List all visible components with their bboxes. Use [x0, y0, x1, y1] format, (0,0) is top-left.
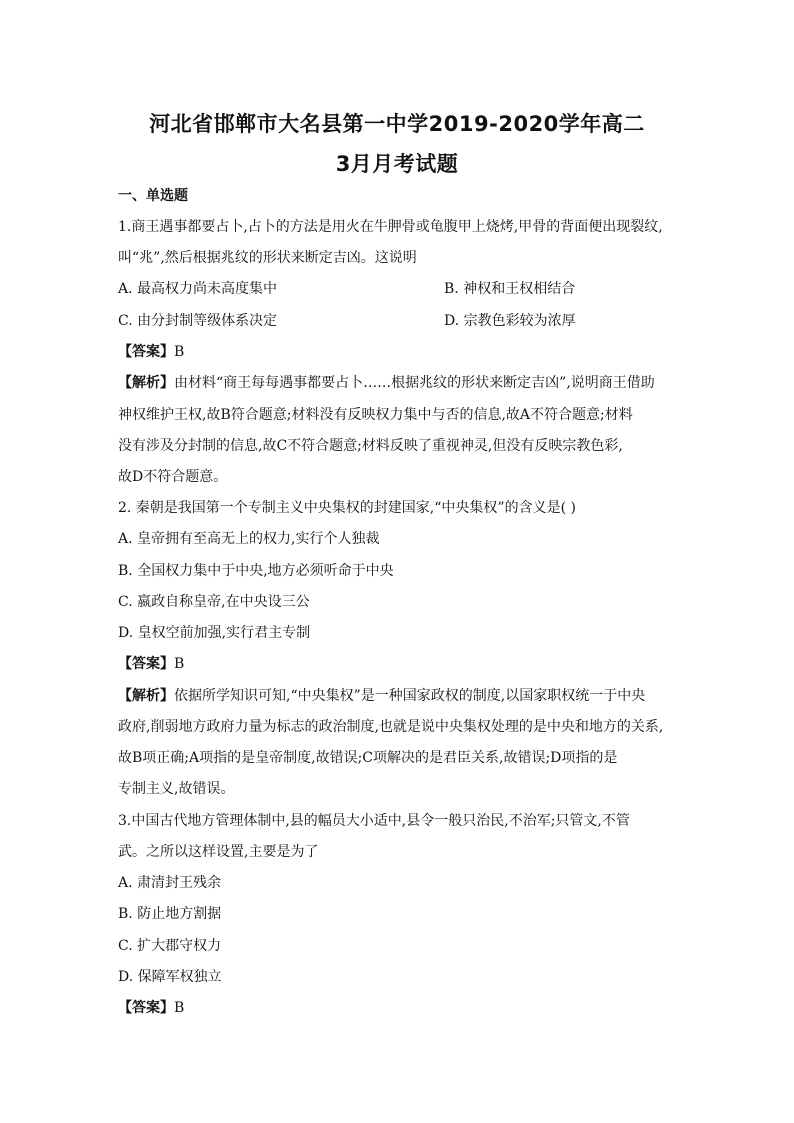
q3-option-b: B. 防止地方割据	[118, 906, 222, 922]
answer-tag: 【答案】	[118, 344, 174, 360]
q1-answer	[118, 342, 184, 362]
q3-option-d: D. 保障军权独立	[118, 969, 222, 985]
section-heading: 一、单选题	[118, 188, 188, 204]
q1-option-b: B. 神权和王权相结合	[444, 281, 576, 297]
q2-option-c: C. 嬴政自称皇帝,在中央设三公	[118, 594, 310, 610]
q2-option-d: D. 皇权空前加强,实行君主专制	[118, 625, 311, 641]
q3-stem-line-2: 武。之所以这样设置,主要是为了	[118, 844, 319, 860]
q3-stem-line-1: 3.中国古代地方管理体制中,县的幅员大小适中,县令一般只治民,不治军;只管文,不管	[118, 813, 630, 829]
q1-analysis-text-1: 由材料“商王每每遇事都要占卜……根据兆纹的形状来断定吉凶”,说明商王借助	[174, 375, 655, 391]
q1-analysis-line-2: 神权维护王权,故B符合题意;材料没有反映权力集中与否的信息,故A不符合题意;材料	[118, 407, 633, 423]
answer-tag: 【答案】	[118, 1000, 174, 1016]
q1-answer-value: B	[174, 344, 185, 360]
q3-answer-value: B	[174, 1000, 185, 1016]
q1-analysis-line-1	[118, 373, 655, 393]
document-title-line-1: 河北省邯郸市大名县第一中学2019-2020学年高二	[149, 112, 645, 136]
q2-option-b: B. 全国权力集中于中央,地方必须听命于中央	[118, 563, 394, 579]
q3-answer	[118, 998, 184, 1018]
answer-tag: 【答案】	[118, 656, 174, 672]
q1-option-c: C. 由分封制等级体系决定	[118, 313, 278, 329]
q1-option-d: D. 宗教色彩较为浓厚	[444, 313, 576, 329]
q3-option-a: A. 肃清封王残余	[118, 875, 222, 891]
q2-answer-value: B	[174, 656, 185, 672]
q3-option-c: C. 扩大郡守权力	[118, 938, 222, 954]
q2-stem-line-1: 2. 秦朝是我国第一个专制主义中央集权的封建国家,“中央集权”的含义是( )	[118, 500, 576, 516]
q2-analysis-line-4: 专制主义,故错误。	[118, 781, 235, 797]
q2-analysis-line-2: 政府,削弱地方政府力量为标志的政治制度,也就是说中央集权处理的是中央和地方的关系,	[118, 719, 664, 735]
q1-stem-line-2: 叫“兆”,然后根据兆纹的形状来断定吉凶。这说明	[118, 250, 417, 266]
q1-analysis-line-3: 没有涉及分封制的信息,故C不符合题意;材料反映了重视神灵,但没有反映宗教色彩,	[118, 438, 623, 454]
q2-answer	[118, 654, 184, 674]
analysis-tag: 【解析】	[118, 688, 174, 704]
q2-analysis-line-3: 故B项正确;A项指的是皇帝制度,故错误;C项解决的是君臣关系,故错误;D项指的是	[118, 750, 618, 766]
q2-option-a: A. 皇帝拥有至高无上的权力,实行个人独裁	[118, 531, 380, 547]
q1-option-a: A. 最高权力尚未高度集中	[118, 281, 278, 297]
document-title-line-2: 3月月考试题	[335, 152, 459, 176]
analysis-tag: 【解析】	[118, 375, 174, 391]
q2-analysis-line-1	[118, 686, 645, 706]
q1-stem-line-1: 1.商王遇事都要占卜,占卜的方法是用火在牛胛骨或龟腹甲上烧烤,甲骨的背面便出现裂纹,	[118, 219, 663, 235]
q2-analysis-text-1: 依据所学知识可知,“中央集权”是一种国家政权的制度,以国家职权统一于中央	[174, 688, 646, 704]
q1-analysis-line-4: 故D不符合题意。	[118, 469, 228, 485]
